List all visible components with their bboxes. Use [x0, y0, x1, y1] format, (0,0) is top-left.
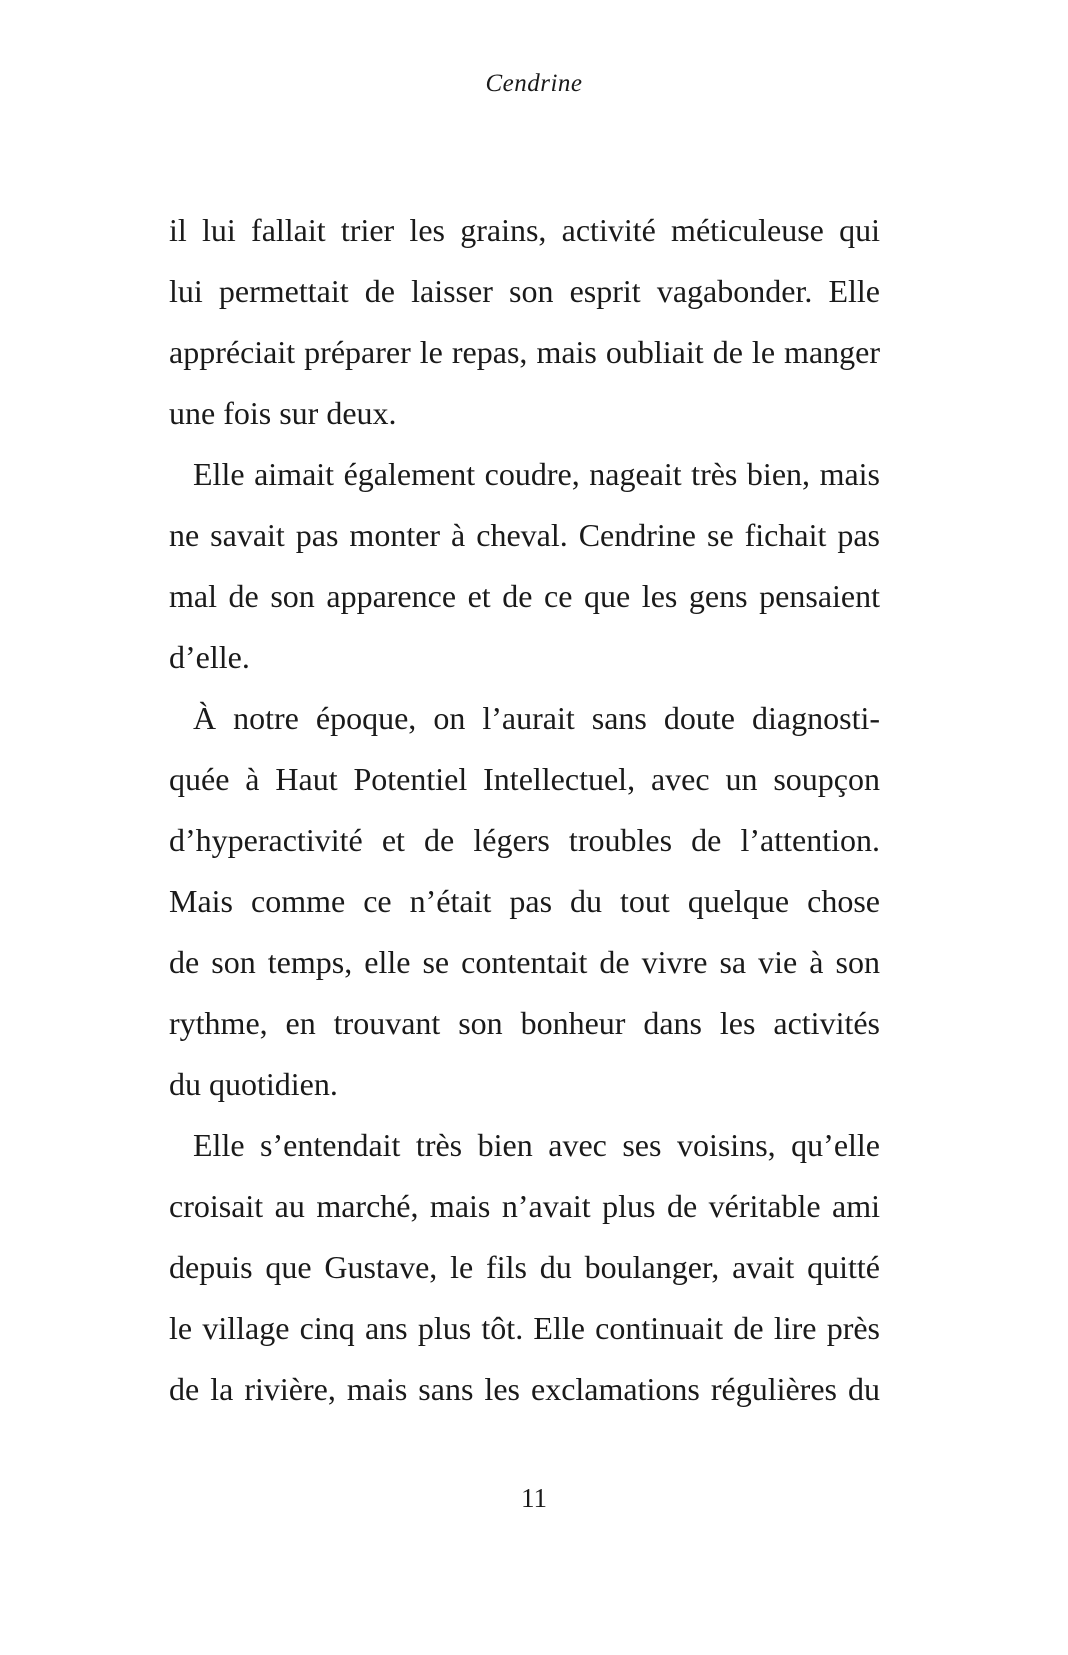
text-line: d’elle. [169, 639, 250, 675]
text-line: de son temps, elle se contentait de vivre sa vie à son [169, 944, 880, 980]
text-line: depuis que Gustave, le fils du boulanger, avait quitté [169, 1249, 880, 1285]
text-line: une fois sur deux. [169, 395, 397, 431]
paragraph-3 [169, 688, 880, 1115]
text-line: À notre époque, on l’aurait sans doute diagnosti- [193, 700, 880, 736]
text-line: lui permettait de laisser son esprit vagabonder. Elle [169, 273, 880, 309]
text-line: croisait au marché, mais n’avait plus de véritable ami [169, 1188, 880, 1224]
text-line: Elle s’entendait très bien avec ses voisins, qu’elle [193, 1127, 880, 1163]
text-line: du quotidien. [169, 1066, 338, 1102]
paragraph-2 [169, 444, 880, 688]
text-line: appréciait préparer le repas, mais oubliait de le manger [169, 334, 880, 370]
paragraph-4 [169, 1115, 880, 1420]
text-line: le village cinq ans plus tôt. Elle continuait de lire près [169, 1310, 880, 1346]
running-head: Cendrine [485, 70, 583, 97]
text-line: mal de son apparence et de ce que les gens pensaient [169, 578, 880, 614]
text-line: d’hyperactivité et de légers troubles de l’attention. [169, 822, 880, 858]
text-line: de la rivière, mais sans les exclamations régulières du [169, 1371, 880, 1407]
text-line: quée à Haut Potentiel Intellectuel, avec un soupçon [169, 761, 880, 797]
text-line: ne savait pas monter à cheval. Cendrine se fichait pas [169, 517, 880, 553]
body-text [169, 200, 880, 1420]
page-number: 11 [521, 1483, 547, 1513]
text-line: rythme, en trouvant son bonheur dans les activités [169, 1005, 880, 1041]
text-line: il lui fallait trier les grains, activité méticuleuse qui [169, 212, 880, 248]
text-line: Elle aimait également coudre, nageait très bien, mais [193, 456, 880, 492]
paragraph-1 [169, 200, 880, 444]
text-line: Mais comme ce n’était pas du tout quelque chose [169, 883, 880, 919]
